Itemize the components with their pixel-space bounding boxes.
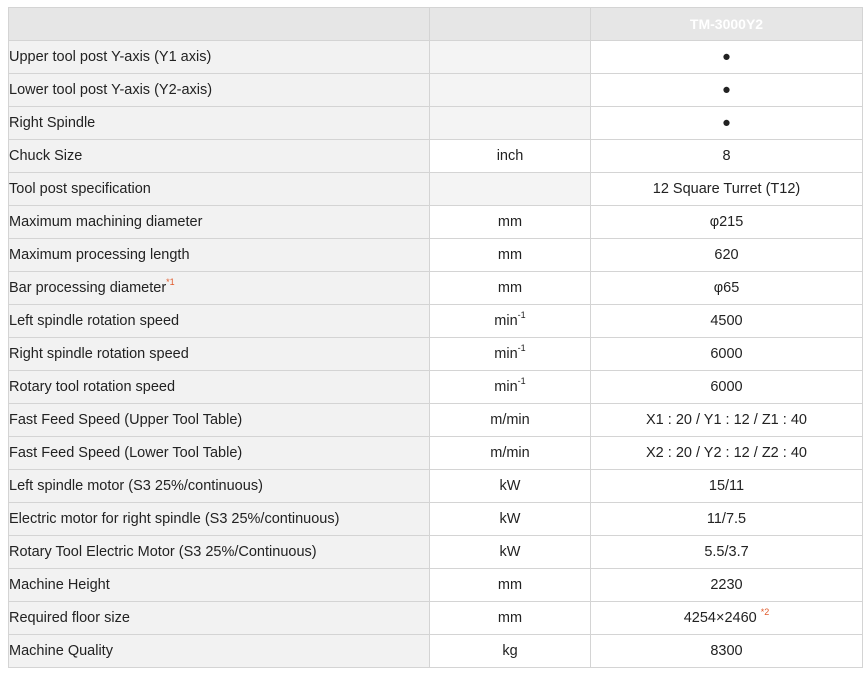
spec-value-cell (591, 503, 863, 536)
spec-value-cell (591, 602, 863, 635)
table-row (9, 107, 863, 140)
spec-value: 6000 (710, 379, 743, 395)
spec-value-cell (591, 437, 863, 470)
spec-unit: kW (499, 478, 521, 494)
spec-name: Left spindle motor (S3 25%/continuous) (9, 478, 263, 494)
spec-value-cell (591, 107, 863, 140)
spec-unit-cell (430, 305, 591, 338)
spec-unit: inch (496, 148, 524, 164)
spec-unit-cell (430, 41, 591, 74)
spec-name-cell (9, 140, 430, 173)
spec-name-cell (9, 635, 430, 668)
model-header: TM-3000Y2 (591, 8, 863, 41)
spec-value-cell (591, 140, 863, 173)
spec-value-cell (591, 206, 863, 239)
footnote-marker: *2 (760, 607, 770, 618)
spec-unit: mm (497, 280, 523, 296)
spec-unit-cell (430, 371, 591, 404)
spec-value: φ65 (713, 280, 740, 296)
spec-unit-cell (430, 272, 591, 305)
spec-value-cell (591, 635, 863, 668)
spec-name-cell (9, 503, 430, 536)
spec-table (8, 7, 863, 668)
table-row (9, 503, 863, 536)
table-row (9, 371, 863, 404)
spec-unit-cell (430, 602, 591, 635)
spec-value-cell (591, 569, 863, 602)
spec-name-cell (9, 569, 430, 602)
table-row (9, 74, 863, 107)
spec-name: Maximum machining diameter (9, 214, 203, 230)
spec-unit-cell (430, 635, 591, 668)
spec-unit-cell (430, 173, 591, 206)
spec-value: 6000 (710, 346, 743, 362)
spec-value-cell (591, 74, 863, 107)
spec-value: 12 Square Turret (T12) (652, 181, 801, 197)
spec-name-cell (9, 371, 430, 404)
table-row (9, 470, 863, 503)
spec-unit-cell (430, 206, 591, 239)
spec-unit: kW (499, 511, 521, 527)
spec-name-cell (9, 536, 430, 569)
table-row (9, 437, 863, 470)
spec-name: Rotary Tool Electric Motor (S3 25%/Continuous) (9, 544, 317, 560)
spec-name-cell (9, 404, 430, 437)
spec-name: Maximum processing length (9, 247, 190, 263)
spec-unit-cell (430, 470, 591, 503)
spec-value: X2 : 20 / Y2 : 12 / Z2 : 40 (646, 445, 807, 461)
spec-name: Fast Feed Speed (Lower Tool Table) (9, 445, 243, 461)
header-row (9, 8, 863, 41)
header-blank-cell (430, 8, 591, 41)
unit-exponent: -1 (517, 343, 526, 354)
spec-value-cell (591, 41, 863, 74)
spec-unit-cell (430, 140, 591, 173)
spec-name: Right Spindle (9, 115, 96, 131)
spec-name: Bar processing diameter (9, 280, 167, 296)
spec-value: 620 (714, 247, 739, 263)
spec-value-cell (591, 470, 863, 503)
spec-unit-cell (430, 437, 591, 470)
spec-value: 2230 (710, 577, 743, 593)
spec-value: X1 : 20 / Y1 : 12 / Z1 : 40 (646, 412, 807, 428)
header-blank-cell (9, 8, 430, 41)
spec-value-cell (591, 239, 863, 272)
table-row (9, 404, 863, 437)
spec-value: φ215 (709, 214, 744, 230)
spec-name: Tool post specification (9, 181, 151, 197)
spec-unit-cell (430, 503, 591, 536)
table-row (9, 602, 863, 635)
spec-value-cell (591, 404, 863, 437)
spec-unit-cell (430, 536, 591, 569)
table-row (9, 41, 863, 74)
spec-value-cell (591, 338, 863, 371)
spec-unit: kW (499, 544, 521, 560)
spec-unit: mm (497, 214, 523, 230)
spec-name: Right spindle rotation speed (9, 346, 189, 362)
spec-value: 4254×2460 (683, 610, 757, 626)
spec-name: Fast Feed Speed (Upper Tool Table) (9, 412, 243, 428)
table-row (9, 140, 863, 173)
spec-unit-cell (430, 338, 591, 371)
unit-exponent: -1 (517, 310, 526, 321)
standard-equipment-bullet: ● (722, 82, 731, 98)
spec-name: Required floor size (9, 610, 130, 626)
spec-name-cell (9, 206, 430, 239)
table-row (9, 338, 863, 371)
spec-name: Rotary tool rotation speed (9, 379, 176, 395)
spec-name: Machine Height (9, 577, 110, 593)
spec-unit: min (494, 379, 518, 395)
table-row (9, 173, 863, 206)
unit-exponent: -1 (517, 376, 526, 387)
spec-value: 8300 (710, 643, 743, 659)
spec-name-cell (9, 338, 430, 371)
spec-rows (9, 41, 863, 668)
spec-unit-cell (430, 569, 591, 602)
spec-unit: mm (497, 610, 523, 626)
spec-unit: mm (497, 247, 523, 263)
table-row (9, 635, 863, 668)
standard-equipment-bullet: ● (722, 115, 731, 131)
spec-unit: min (494, 346, 518, 362)
spec-unit: kg (502, 643, 518, 659)
spec-name: Upper tool post Y-axis (Y1 axis) (9, 49, 212, 65)
spec-name-cell (9, 305, 430, 338)
spec-name-cell (9, 470, 430, 503)
spec-unit-cell (430, 404, 591, 437)
spec-name-cell (9, 437, 430, 470)
spec-unit: m/min (490, 412, 530, 428)
spec-unit: mm (497, 577, 523, 593)
spec-value: 8 (722, 148, 731, 164)
table-row (9, 206, 863, 239)
spec-value: 5.5/3.7 (704, 544, 749, 560)
spec-name-cell (9, 272, 430, 305)
spec-unit-cell (430, 74, 591, 107)
spec-name: Left spindle rotation speed (9, 313, 180, 329)
spec-name-cell (9, 41, 430, 74)
spec-name: Electric motor for right spindle (S3 25%/continuous) (9, 511, 340, 527)
spec-name: Chuck Size (9, 148, 83, 164)
spec-name: Lower tool post Y-axis (Y2-axis) (9, 82, 213, 98)
spec-name-cell (9, 107, 430, 140)
spec-value: 4500 (710, 313, 743, 329)
spec-value-cell (591, 371, 863, 404)
spec-name-cell (9, 602, 430, 635)
table-row (9, 272, 863, 305)
spec-value: 11/7.5 (706, 511, 747, 527)
standard-equipment-bullet: ● (722, 49, 731, 65)
table-row (9, 305, 863, 338)
spec-value-cell (591, 305, 863, 338)
spec-name-cell (9, 239, 430, 272)
table-row (9, 239, 863, 272)
table-row (9, 536, 863, 569)
spec-value-cell (591, 272, 863, 305)
spec-name-cell (9, 74, 430, 107)
spec-unit-cell (430, 107, 591, 140)
table-row (9, 569, 863, 602)
footnote-marker: *1 (166, 277, 175, 288)
spec-value: 15/11 (708, 478, 745, 494)
spec-name: Machine Quality (9, 643, 113, 659)
spec-name-cell (9, 173, 430, 206)
spec-unit-cell (430, 239, 591, 272)
spec-value-cell (591, 536, 863, 569)
spec-unit: m/min (490, 445, 530, 461)
spec-value-cell (591, 173, 863, 206)
spec-unit: min (494, 313, 518, 329)
